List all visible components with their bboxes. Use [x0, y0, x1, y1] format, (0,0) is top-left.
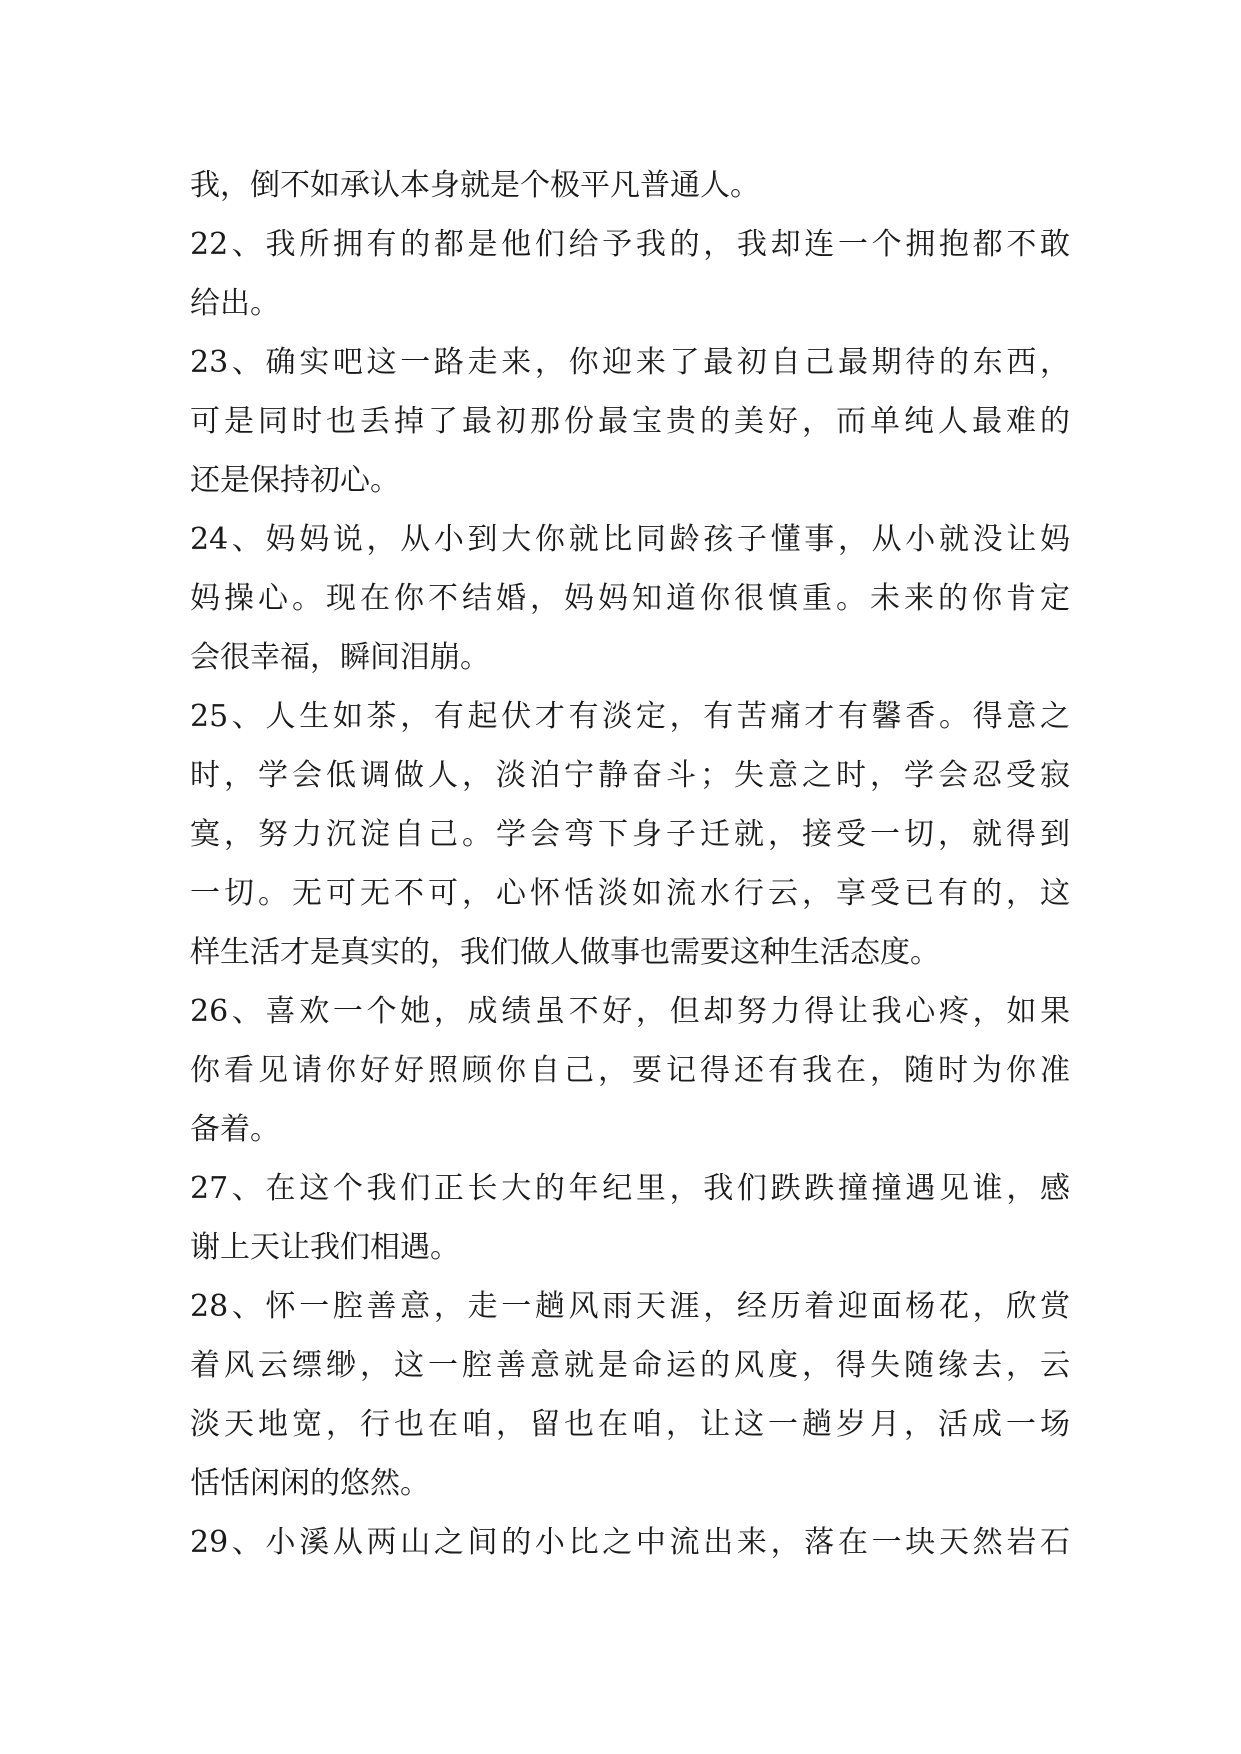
text-line: 样生活才是真实的，我们做人做事也需要这种生活态度。 — [190, 935, 940, 970]
text-line: 26、喜欢一个她，成绩虽不好，但却努力得让我心疼，如果 — [190, 994, 1070, 1029]
text-line: 一切。无可无不可，心怀恬淡如流水行云，享受已有的，这 — [190, 876, 1070, 911]
text-line: 27、在这个我们正长大的年纪里，我们跌跌撞撞遇见谁，感 — [190, 1171, 1070, 1206]
text-line: 25、人生如茶，有起伏才有淡定，有苦痛才有馨香。得意之 — [190, 699, 1070, 734]
text-line: 22、我所拥有的都是他们给予我的，我却连一个拥抱都不敢 — [190, 227, 1070, 262]
text-line: 28、怀一腔善意，走一趟风雨天涯，经历着迎面杨花，欣赏 — [190, 1289, 1070, 1324]
text-line: 你看见请你好好照顾你自己，要记得还有我在，随时为你准 — [190, 1053, 1070, 1088]
text-line: 可是同时也丢掉了最初那份最宝贵的美好，而单纯人最难的 — [190, 404, 1070, 439]
text-line: 备着。 — [190, 1112, 280, 1147]
text-line: 寞，努力沉淀自己。学会弯下身子迁就，接受一切，就得到 — [190, 817, 1070, 852]
text-line: 24、妈妈说，从小到大你就比同龄孩子懂事，从小就没让妈 — [190, 522, 1070, 557]
text-line: 给出。 — [190, 286, 280, 321]
document-body — [190, 156, 1070, 1572]
text-line: 我，倒不如承认本身就是个极平凡普通人。 — [190, 168, 760, 203]
text-line: 会很幸福，瞬间泪崩。 — [190, 640, 490, 675]
text-line: 淡天地宽，行也在咱，留也在咱，让这一趟岁月，活成一场 — [190, 1407, 1070, 1442]
text-line: 29、小溪从两山之间的小比之中流出来，落在一块天然岩石 — [190, 1525, 1070, 1560]
text-line: 谢上天让我们相遇。 — [190, 1230, 460, 1265]
text-line: 妈操心。现在你不结婚，妈妈知道你很慎重。未来的你肯定 — [190, 581, 1070, 616]
text-line: 还是保持初心。 — [190, 463, 400, 498]
text-line: 恬恬闲闲的悠然。 — [190, 1466, 430, 1501]
text-line: 时，学会低调做人，淡泊宁静奋斗；失意之时，学会忍受寂 — [190, 758, 1070, 793]
text-line: 着风云缥缈，这一腔善意就是命运的风度，得失随缘去，云 — [190, 1348, 1070, 1383]
text-line: 23、确实吧这一路走来，你迎来了最初自己最期待的东西， — [190, 345, 1070, 380]
